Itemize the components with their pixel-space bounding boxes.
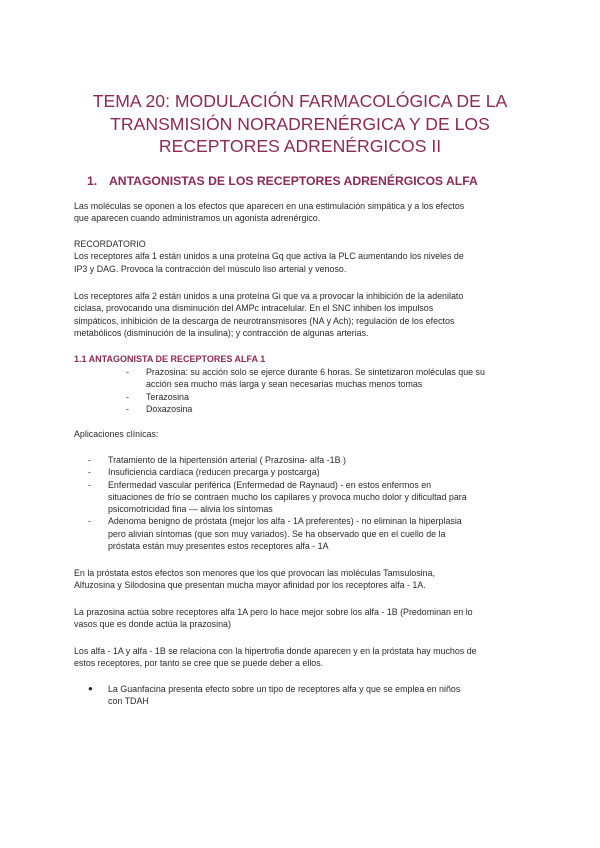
section-heading	[87, 174, 478, 188]
subsection-heading: 1.1 ANTAGONISTA DE RECEPTORES ALFA 1	[74, 354, 266, 364]
title-line: TEMA 20: MODULACIÓN FARMACOLÓGICA DE LA	[92, 91, 508, 111]
text-line: Los alfa - 1A y alfa - 1B se relaciona con la hipertrofia donde aparecen y en la próstata hay muchos de	[74, 646, 477, 656]
text-line: que aparecen cuando administramos un agonista adrenérgico.	[74, 213, 321, 224]
text-line: Enfermedad vascular periférica (Enfermedad de Raynaud) - en estos enfermos en	[108, 479, 432, 490]
section-heading-text: ANTAGONISTAS DE LOS RECEPTORES ADRENÉRGICOS ALFA	[109, 174, 478, 188]
text-line: Doxazosina	[146, 403, 193, 414]
text-line: con TDAH	[108, 696, 149, 707]
text-line: metabólicos (disminución de la insulina); y contracción de algunas arterias.	[74, 327, 369, 338]
text-line: situaciones de frío se contraen mucho los capilares y provoca mucho dolor y dificultad para	[108, 491, 467, 502]
recordatorio-paragraph	[74, 238, 528, 275]
aplicaciones-list	[88, 454, 528, 552]
section-number: 1.	[87, 174, 98, 188]
text-line: Prazosina: su acción solo se ejerce durante 6 horas. Se sintetizaron moléculas que su	[146, 367, 485, 377]
intro-paragraph	[74, 200, 528, 225]
text-line: Los receptores alfa 2 están unidos a una proteína Gi que va a provocar la inhibición de la adenilato	[74, 291, 464, 301]
text-line: IP3 y DAG. Provoca la contracción del músculo liso arterial y venoso.	[74, 263, 347, 274]
dash-marker: -	[126, 391, 129, 402]
list-item	[88, 466, 528, 478]
text-line: acción sea mucho más larga y sean necesarias muchas menos tomas	[146, 379, 423, 390]
guanfacina-list	[88, 683, 528, 708]
dash-marker: -	[88, 516, 91, 527]
text-line: En la próstata estos efectos son menores que los que provocan las moléculas Tamsulosina,	[74, 568, 435, 578]
text-line: RECORDATORIO	[74, 239, 146, 249]
text-line: Adenoma benigno de próstata (mejor los alfa - 1A preferentes) - no eliminan la hiperplasia	[108, 516, 462, 527]
text-line: vasos que es donde actúa la prazosina)	[74, 619, 231, 630]
list-item	[126, 391, 528, 403]
alfa2-paragraph	[74, 290, 528, 339]
dash-marker: -	[126, 403, 129, 414]
dash-marker: -	[88, 467, 91, 478]
prazosina-paragraph	[74, 606, 528, 631]
text-line: Terazosina	[146, 391, 189, 402]
text-line: Los receptores alfa 1 están unidos a una proteína Gq que activa la PLC aumentando los niveles de	[74, 251, 464, 262]
title-line: RECEPTORES ADRENÉRGICOS II	[158, 136, 442, 156]
text-line: Tratamiento de la hipertensión arterial ( Prazosina- alfa -1B )	[108, 455, 346, 465]
text-line: pero alivian síntomas (que son muy variados). Se ha observado que en el cuello de la	[108, 528, 446, 539]
text-line: psicomotricidad fina — alivia los síntomas	[108, 504, 273, 515]
list-item	[88, 683, 528, 708]
aplicaciones-label: Aplicaciones clínicas:	[74, 429, 159, 439]
text-line: La prazosina actúa sobre receptores alfa 1A pero lo hace mejor sobre los alfa - 1B (Predominan en lo	[74, 607, 473, 617]
list-item	[88, 479, 528, 516]
title-line: TRANSMISIÓN NORADRENÉRGICA Y DE LOS	[110, 113, 490, 134]
alfa1a1b-paragraph	[74, 645, 528, 670]
text-line: Insuficiencia cardíaca (reducen precarga y postcarga)	[108, 467, 320, 478]
text-line: Las moléculas se oponen a los efectos que aparecen en una estimulación simpática y a los efectos	[74, 201, 465, 211]
alfa1-antagonist-list	[126, 366, 528, 415]
document-title	[60, 90, 540, 158]
list-item	[88, 454, 528, 466]
text-line: próstata están muy presentes estos receptores alfa - 1A	[108, 541, 329, 552]
list-item	[126, 366, 528, 391]
dash-marker: -	[88, 455, 91, 465]
dash-marker: -	[126, 367, 129, 377]
text-line: estos receptores, por tanto se cree que se puede deber a ellos.	[74, 658, 324, 669]
text-line: simpáticos, inhibición de la descarga de neurotransmisores (NA y Ach); regulación de los efectos	[74, 315, 455, 326]
text-line: ciclasa, provocando una disminución del AMPc intracelular. En el SNC inhiben los impulsos	[74, 303, 434, 314]
dash-marker: -	[88, 479, 91, 490]
prostata-paragraph	[74, 567, 528, 592]
bullet-marker: ●	[88, 684, 93, 693]
list-item	[88, 515, 528, 552]
text-line: La Guanfacina presenta efecto sobre un tipo de receptores alfa y que se emplea en niños	[108, 684, 461, 694]
text-line: Alfuzosina y Silodosina que presentan mucha mayor afinidad por los receptores alfa - 1A.	[74, 580, 426, 591]
list-item	[126, 403, 528, 415]
